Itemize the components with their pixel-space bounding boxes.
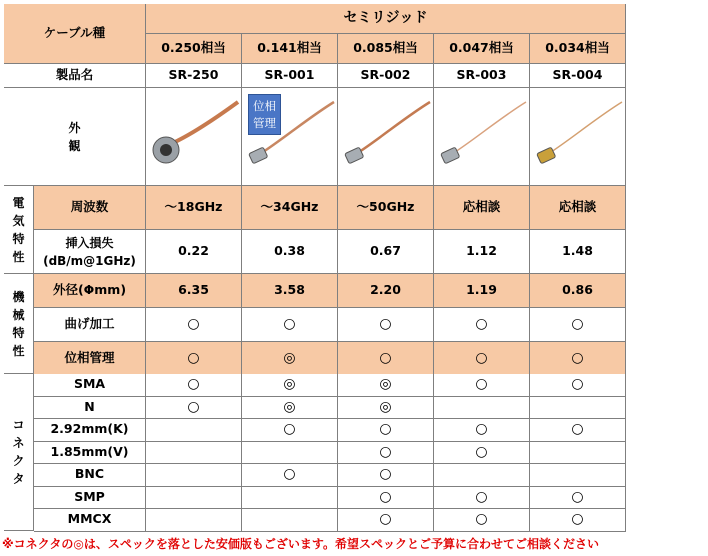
connector-availability: ○ <box>530 509 626 532</box>
connector-type: SMP <box>34 487 146 510</box>
cable-image <box>434 88 529 186</box>
spec-value: ○ <box>530 308 626 342</box>
group-label-char: 械 <box>12 307 25 322</box>
spec-row-label-line: (dB/m@1GHz) <box>43 253 136 268</box>
cable-photo <box>242 88 338 186</box>
spec-value: ○ <box>434 308 530 342</box>
connector-availability: ○ <box>434 487 530 510</box>
connector-availability <box>146 442 242 465</box>
spec-row-label-line: 挿入損失 <box>65 235 114 250</box>
spec-value: 1.12 <box>434 230 530 274</box>
connector-type: MMCX <box>34 509 146 532</box>
spec-row-label: 周波数 <box>34 186 146 230</box>
cable-image <box>146 88 241 186</box>
connector-availability: ○ <box>146 374 242 397</box>
group-label-char: 機 <box>12 289 25 304</box>
spec-row-label: 曲げ加工 <box>34 308 146 342</box>
connector-availability: ○ <box>530 419 626 442</box>
product-name-label: 製品名 <box>4 64 146 88</box>
cable-photo <box>434 88 530 186</box>
spec-row-label: 外径(Φmm) <box>34 274 146 308</box>
connector-availability: ◎ <box>242 374 338 397</box>
connector-availability: ○ <box>338 464 434 487</box>
connector-availability: ○ <box>242 464 338 487</box>
spec-value: 2.20 <box>338 274 434 308</box>
connector-availability: ○ <box>338 487 434 510</box>
spec-value: ○ <box>146 308 242 342</box>
spec-value: 0.67 <box>338 230 434 274</box>
equivalent-size: 0.034相当 <box>530 34 626 64</box>
spec-value: ◎ <box>242 342 338 376</box>
equivalent-size: 0.047相当 <box>434 34 530 64</box>
group-label-char: 電 <box>12 195 25 210</box>
group-label-char: 性 <box>12 249 25 264</box>
semi-rigid-header: セミリジッド <box>146 4 626 34</box>
group-label-char: タ <box>12 472 25 486</box>
connector-availability: ○ <box>434 374 530 397</box>
group-label-char: 特 <box>12 325 25 340</box>
phase-managed-badge <box>248 94 281 135</box>
connector-availability: ◎ <box>338 397 434 420</box>
spec-value: 応相談 <box>530 186 626 230</box>
equivalent-size: 0.141相当 <box>242 34 338 64</box>
connector-availability <box>530 397 626 420</box>
group-label-char: 気 <box>12 213 25 228</box>
cable-image <box>530 88 625 186</box>
connector-label <box>4 374 34 531</box>
connector-type: N <box>34 397 146 420</box>
spec-value: ○ <box>338 308 434 342</box>
spec-value: 0.86 <box>530 274 626 308</box>
product-name: SR-250 <box>146 64 242 88</box>
connector-availability <box>242 509 338 532</box>
connector-type: 1.85mm(V) <box>34 442 146 465</box>
connector-availability <box>242 442 338 465</box>
spec-value: ～50GHz <box>338 186 434 230</box>
cable-photo <box>338 88 434 186</box>
spec-value: ○ <box>530 342 626 376</box>
equivalent-size: 0.250相当 <box>146 34 242 64</box>
electrical-characteristics-label <box>4 186 34 274</box>
connector-availability <box>434 397 530 420</box>
product-name: SR-001 <box>242 64 338 88</box>
connector-availability: ○ <box>242 419 338 442</box>
connector-availability: ◎ <box>242 397 338 420</box>
connector-type: 2.92mm(K) <box>34 419 146 442</box>
connector-availability: ○ <box>530 487 626 510</box>
connector-availability <box>146 509 242 532</box>
connector-availability <box>242 487 338 510</box>
spec-value: 応相談 <box>434 186 530 230</box>
connector-availability <box>434 464 530 487</box>
connector-availability: ○ <box>338 509 434 532</box>
connector-availability <box>530 464 626 487</box>
connector-availability: ○ <box>434 509 530 532</box>
appearance-label <box>4 88 146 186</box>
connector-availability: ○ <box>338 442 434 465</box>
product-name: SR-003 <box>434 64 530 88</box>
spec-row-label <box>34 230 146 274</box>
group-label-char: コ <box>12 418 25 432</box>
group-label-char: 性 <box>12 343 25 358</box>
spec-value: 1.19 <box>434 274 530 308</box>
spec-value: ○ <box>146 342 242 376</box>
spec-value: 0.22 <box>146 230 242 274</box>
mechanical-characteristics-label <box>4 274 34 374</box>
connector-availability <box>146 464 242 487</box>
product-name: SR-004 <box>530 64 626 88</box>
group-label-char: 特 <box>12 231 25 246</box>
connector-type: SMA <box>34 374 146 397</box>
group-label-char: ク <box>12 454 25 468</box>
spec-value: ○ <box>434 342 530 376</box>
cable-photo <box>530 88 626 186</box>
connector-availability: ○ <box>530 374 626 397</box>
phase-badge-line: 位相 <box>253 99 276 113</box>
connector-type: BNC <box>34 464 146 487</box>
connector-availability: ○ <box>434 442 530 465</box>
spec-value: ○ <box>338 342 434 376</box>
spec-value: ～34GHz <box>242 186 338 230</box>
connector-availability: ○ <box>434 419 530 442</box>
connector-availability: ○ <box>146 397 242 420</box>
spec-value: ～18GHz <box>146 186 242 230</box>
spec-value: ○ <box>242 308 338 342</box>
spec-value: 0.38 <box>242 230 338 274</box>
appearance-label-char: 外 <box>68 120 81 135</box>
equivalent-size: 0.085相当 <box>338 34 434 64</box>
cable-photo <box>146 88 242 186</box>
footnote: ※コネクタの◎は、スペックを落とした安価版もございます。希望スペックとご予算に合わせてご相談ください <box>2 537 599 551</box>
spec-value: 6.35 <box>146 274 242 308</box>
product-name: SR-002 <box>338 64 434 88</box>
appearance-label-char: 観 <box>68 138 81 153</box>
spec-value: 3.58 <box>242 274 338 308</box>
connector-availability: ◎ <box>338 374 434 397</box>
spec-row-label: 位相管理 <box>34 342 146 376</box>
connector-availability: ○ <box>338 419 434 442</box>
cable-image <box>338 88 433 186</box>
connector-availability <box>146 487 242 510</box>
phase-badge-line: 管理 <box>253 115 276 130</box>
cable-type-header: ケーブル種 <box>4 4 146 64</box>
spec-value: 1.48 <box>530 230 626 274</box>
group-label-char: ネ <box>12 436 25 450</box>
connector-availability <box>530 442 626 465</box>
connector-availability <box>146 419 242 442</box>
